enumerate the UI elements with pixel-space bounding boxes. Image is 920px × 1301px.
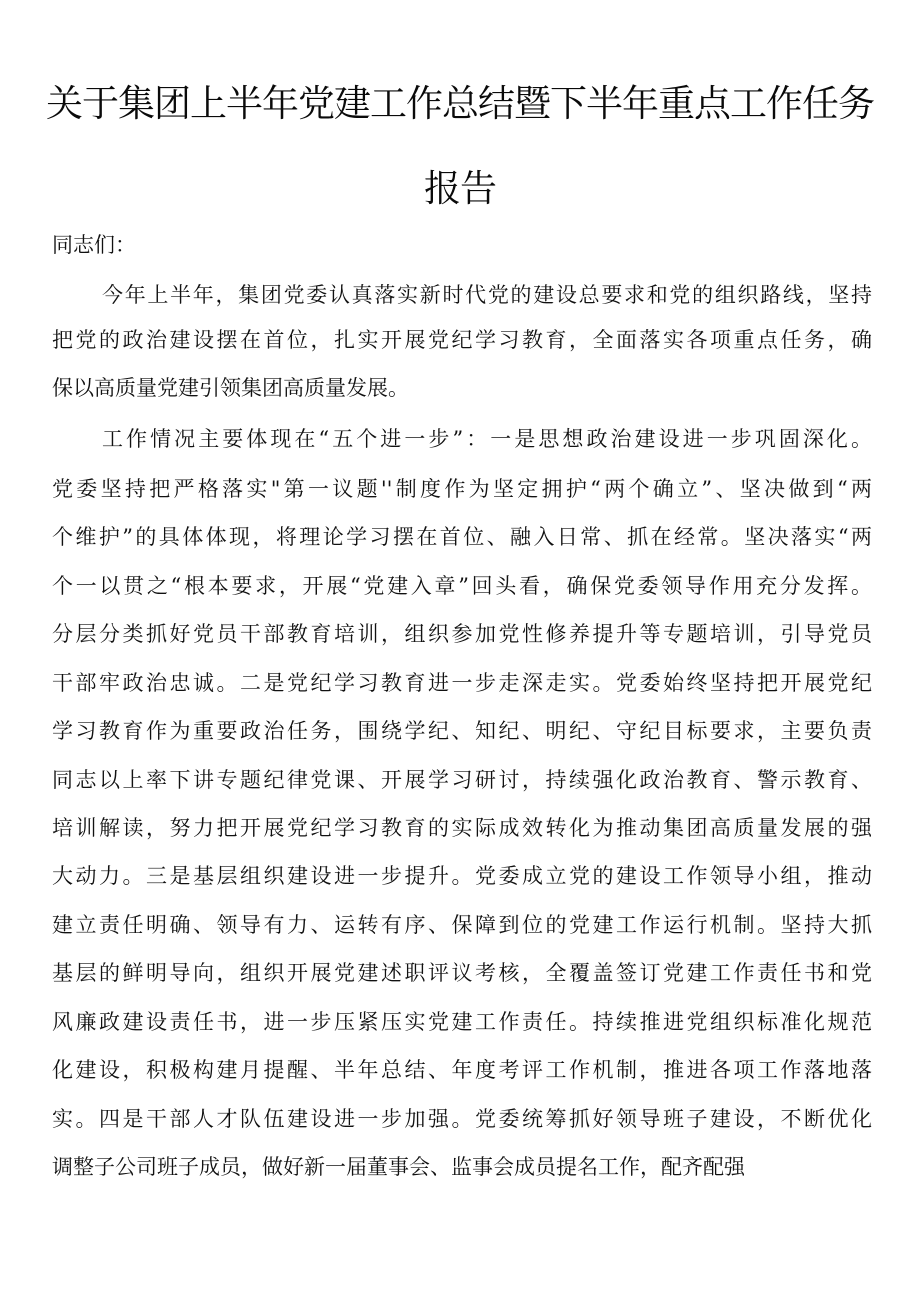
body-line-8: 分层分类抓好党员干部教育培训，组织参加党性修养提升等专题培训，引导党员 (52, 622, 872, 646)
body-line-15: 基层的鲜明导向，组织开展党建述职评议考核，全覆盖签订党建工作责任书和党 (52, 961, 872, 985)
body-line-14: 建立责任明确、领导有力、运转有序、保障到位的党建工作运行机制。坚持大抓 (52, 913, 872, 937)
document-title-line-2: 报告 (424, 167, 496, 210)
body-line-16: 风廉政建设责任书，进一步压紧压实党建工作责任。持续推进党组织标准化规范 (52, 1010, 872, 1034)
body-line-7: 个一以贯之“根本要求，开展“党建入章”回头看，确保党委领导作用充分发挥。 (52, 574, 872, 598)
body-line-2: 把党的政治建设摆在首位，扎实开展党纪学习教育，全面落实各项重点任务，确 (52, 328, 872, 352)
document-title-line-1: 关于集团上半年党建工作总结暨下半年重点工作任务 (46, 82, 874, 125)
body-line-6: 个维护”的具体体现，将理论学习摆在首位、融入日常、抓在经常。坚决落实“两 (52, 525, 872, 549)
body-line-12: 培训解读，努力把开展党纪学习教育的实际成效转化为推动集团高质量发展的强 (52, 816, 872, 840)
body-line-9: 干部牢政治忠诚。二是党纪学习教育进一步走深走实。党委始终坚持把开展党纪 (52, 671, 872, 695)
body-line-5: 党委坚持把严格落实"第一议题''制度作为坚定拥护“两个确立”、坚决做到“两 (52, 477, 872, 501)
body-line-13: 大动力。三是基层组织建设进一步提升。党委成立党的建设工作领导小组，推动 (52, 864, 872, 888)
body-line-3: 保以高质量党建引领集团高质量发展。 (52, 376, 409, 400)
body-line-11: 同志以上率下讲专题纪律党课、开展学习研讨，持续强化政治教育、警示教育、 (52, 768, 872, 792)
salutation: 同志们： (52, 233, 136, 257)
body-line-18: 实。四是干部人才队伍建设进一步加强。党委统筹抓好领导班子建设，不断优化 (52, 1107, 872, 1131)
body-line-4: 工作情况主要体现在“五个进一步”：一是思想政治建设进一步巩固深化。 (102, 427, 872, 451)
body-line-10: 学习教育作为重要政治任务，围绕学纪、知纪、明纪、守纪目标要求，主要负责 (52, 719, 872, 743)
body-line-17: 化建设，积极构建月提醒、半年总结、年度考评工作机制，推进各项工作落地落 (52, 1058, 872, 1082)
body-line-19: 调整子公司班子成员，做好新一届董事会、监事会成员提名工作，配齐配强 (52, 1155, 745, 1179)
body-line-1: 今年上半年，集团党委认真落实新时代党的建设总要求和党的组织路线，坚持 (102, 283, 872, 307)
